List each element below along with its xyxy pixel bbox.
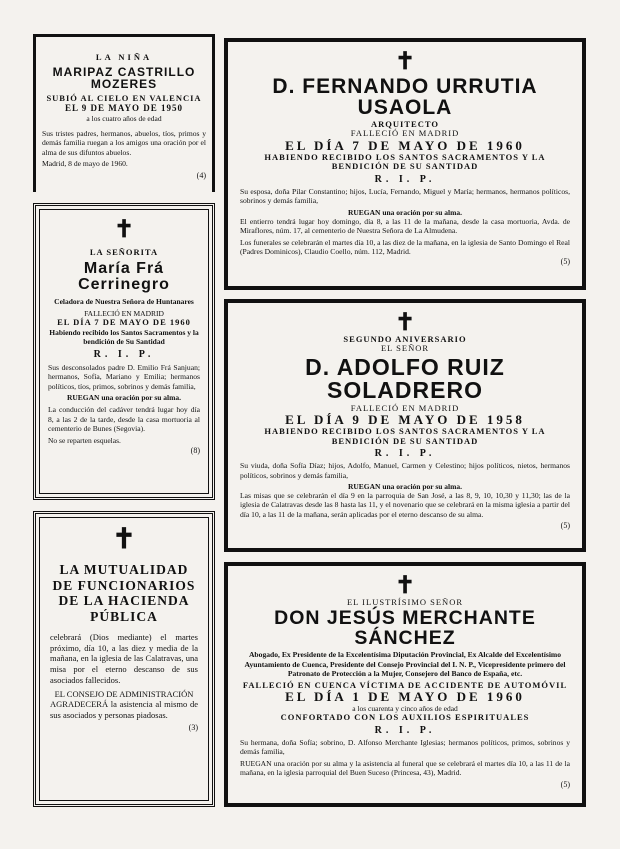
died: FALLECIÓ EN MADRID (350, 128, 460, 139)
cross-icon: ✝ (394, 573, 416, 599)
label: LA SEÑORITA (89, 247, 159, 257)
body2: El entierro tendrá lugar hoy domingo, día 8, a las 11 de la mañana, desde la casa mortuoria, Avda. de Miraflores, núm. 17, al cementerio de Nuestra Señora de La Almudena. (240, 216, 570, 236)
notice-fra (33, 203, 215, 500)
subtitle: Celadora de Nuestra Señora de Huntanares (54, 297, 194, 307)
cross-icon: ✝ (113, 217, 135, 243)
label: LA NIÑA (95, 52, 153, 62)
label: EL SEÑOR (380, 343, 430, 354)
date: EL DÍA 9 DE MAYO DE 1958 (285, 412, 525, 428)
ref: (3) (188, 722, 198, 732)
date: EL DÍA 7 DE MAYO DE 1960 (285, 137, 525, 153)
thanks: AGRADECERÁ la asistencia al mismo de sus asociados y personas piadosas. (50, 699, 198, 720)
deceased-name: D. ADOLFO RUIZ SOLADRERO (305, 353, 505, 403)
deceased-name: D. FERNANDO URRUTIA USAOLA (272, 75, 538, 119)
date: EL DÍA 7 DE MAYO DE 1960 (57, 317, 191, 328)
body2: La conducción del cadáver tendrá lugar hoy día 8, a las 2 de la tarde, desde la casa mortuoria al cementerio de Bunes (Segovia). (48, 405, 200, 434)
died: FALLECIÓ EN CUENCA VÍCTIMA DE ACCIDENTE DE AUTOMÓVIL (242, 679, 568, 690)
nohome: No se reparten esquelas. (48, 435, 121, 445)
council: EL CONSEJO DE ADMINISTRACIÓN (54, 689, 194, 700)
notice-urrutia (224, 38, 586, 290)
died: FALLECIÓ EN MADRID (84, 309, 164, 319)
organization-title: LA MUTUALIDAD DE FUNCIONARIOS DE LA HACIENDA PÚBLICA (52, 562, 196, 624)
ref: (5) (560, 256, 570, 266)
notice-mutualidad (33, 511, 215, 807)
place: Madrid, 8 de mayo de 1960. (42, 159, 128, 169)
profession: ARQUITECTO (371, 119, 439, 129)
cross-icon: ✝ (394, 310, 416, 336)
rip: R. I. P. (374, 448, 436, 460)
ref: (5) (560, 521, 570, 531)
ref: (5) (560, 779, 570, 789)
pray: RUEGAN una oración por su alma. (347, 481, 463, 491)
body: Sus tristes padres, hermanos, abuelos, tíos, primos y demás familia ruegan a los amigos una oración por el alma de sus difuntos abuelos. (42, 128, 206, 157)
sacraments: Habiendo recibido los Santos Sacramentos y la bendición de Su Santidad (49, 327, 199, 346)
deceased-name: DON JESÚS MERCHANTE SÁNCHEZ (274, 607, 536, 649)
body: celebrará (Dios mediante) el martes próximo, día 10, a las diez y media de la mañana, en la iglesia de las Calatravas, una misa por el eterno descanso de sus asociados fallecidos. (50, 632, 198, 685)
date: EL DÍA 1 DE MAYO DE 1960 (285, 689, 525, 705)
body: Su esposa, doña Pilar Constantino; hijos, Lucía, Fernando, Miguel y María; hermanos, hermanos políticos, sobrinos y demás familia, (240, 186, 570, 206)
body: Su hermana, doña Sofía; sobrino, D. Alfonso Merchante Iglesias; hermanos políticos, primos, sobrinos y demás familia, (240, 737, 570, 757)
rip: R. I. P. (374, 724, 436, 736)
notice-merchante (224, 562, 586, 807)
rip: R. I. P. (93, 348, 155, 360)
pray: RUEGAN una oración por su alma. (66, 393, 182, 403)
age: a los cuatro años de edad (86, 113, 162, 123)
date: EL 9 DE MAYO DE 1950 (65, 102, 183, 113)
sacraments: HABIENDO RECIBIDO LOS SANTOS SACRAMENTOS Y LA BENDICIÓN DE SU SANTIDAD (264, 426, 546, 446)
notice-ruiz (224, 299, 586, 552)
label: EL ILUSTRÍSIMO SEÑOR (346, 597, 464, 607)
sacraments: HABIENDO RECIBIDO LOS SANTOS SACRAMENTOS Y LA BENDICIÓN DE SU SANTIDAD (264, 151, 546, 172)
sacraments: CONFORTADO CON LOS AUXILIOS ESPIRITUALES (280, 712, 530, 723)
body3: Los funerales se celebrarán el martes día 10, a las diez de la mañana, en la iglesia de Santo Domingo el Real (Padres Dominicos), Claudio Coello, núm. 112, Madrid. (240, 237, 570, 257)
cross-icon: ✝ (394, 49, 416, 75)
ref: (4) (196, 170, 206, 180)
notice-castrillo (33, 34, 215, 192)
deceased-name: MARIPAZ CASTRILLO MOZERES (52, 65, 196, 92)
body2: Las misas que se celebrarán el día 9 en la parroquia de San José, a las 8, 9, 10, 10,30 y 11,30; las de la iglesia de Calatravas desde las 8 hasta las 11, y el novenario que se celebrará en la misma iglesia a partir del día 10, a las 11 de la mañana, serán aplicadas por el eterno descanso de su alma. (240, 490, 570, 519)
rip: R. I. P. (374, 173, 436, 185)
body: Su viuda, doña Sofía Díaz; hijos, Adolfo, Manuel, Carmen y Celestino; hijos políticos, nietos, hermanos políticos, sobrinos y demás familia, (240, 461, 570, 480)
body: Sus desconsolados padre D. Emilio Frá Sanjuan; hermanos, Sofía, Mariano y Emilia; hermanos políticos, tíos, primos, sobrinos y demás familia, (48, 362, 200, 391)
ref: (8) (190, 445, 200, 455)
titles: Abogado, Ex Presidente de la Excelentísima Diputación Provincial, Ex Alcalde del Excelentísimo Ayuntamiento de Cuenca, Presidente del Consejo Provincial del I. N. P., Vicepresidente primero del Patronato de Protección a la Mujer, Consejero del Banco de España, etc. (244, 650, 566, 679)
line: SUBIÓ AL CIELO EN VALENCIA (46, 93, 202, 104)
pray: RUEGAN una oración por su alma. (347, 207, 463, 217)
died: FALLECIÓ EN MADRID (350, 402, 460, 413)
anniversary: SEGUNDO ANIVERSARIO (343, 334, 467, 344)
pray: RUEGAN una oración por su alma y la asistencia al funeral que se celebrará el martes día 10, a las 11 de la mañana, en la iglesia parroquial del Buen Suceso (Princesa, 43), Madrid. (240, 758, 570, 778)
deceased-name: María Frá Cerrinegro (78, 260, 170, 294)
age: a los cuarenta y cinco años de edad (352, 704, 458, 714)
cross-icon: ✝ (112, 524, 136, 555)
